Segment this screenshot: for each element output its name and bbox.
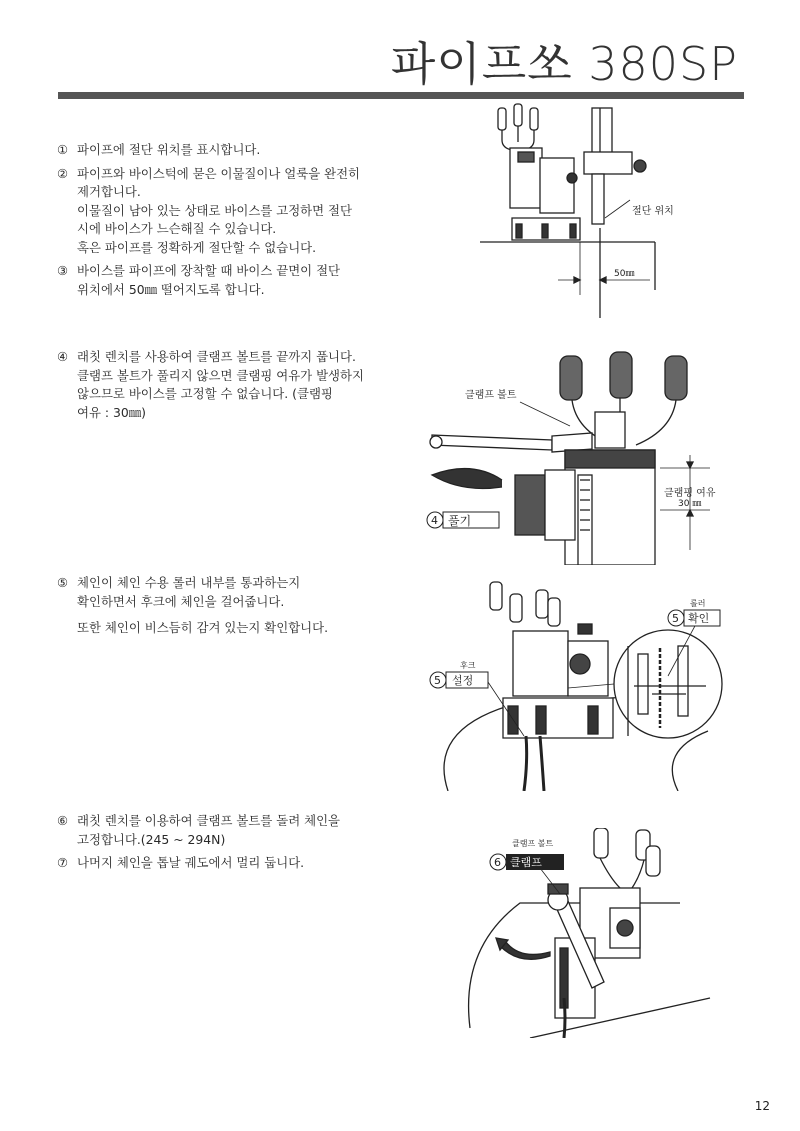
fig4-step-number: 6 [494,856,501,869]
step-7 [57,854,417,873]
steps-group-3 [57,574,417,643]
step-text: 파이프와 바이스턱에 묻은 이물질이나 얼룩을 완전히 [77,165,361,181]
step-number: ④ [57,349,69,364]
step-3 [57,262,417,299]
figure-tighten-clamp [460,828,720,1038]
step-number: ⑥ [57,813,69,828]
step-number: ⑦ [57,855,69,870]
step-text: 확인하면서 후크에 체인을 걸어줍니다. [77,593,285,609]
fig1-cut-position-label: 절단 위치 [632,206,674,217]
step-text: 나머지 체인을 톱날 궤도에서 멀리 둡니다. [77,855,305,870]
fig3-roller-word: 확인 [688,612,710,625]
step-6 [57,812,417,849]
step-text: 이물질이 남아 있는 상태로 바이스를 고정하면 절단 [77,202,352,218]
step-text: 혹은 파이프를 정확하게 절단할 수 없습니다. [77,239,317,255]
step-text: 않으므로 바이스를 고정할 수 없습니다. (클램핑 [77,386,333,401]
step-number: ② [57,165,69,181]
fig3-hook-label: 후크 [460,661,476,670]
fig2-margin-value: 30 ㎜ [678,499,702,509]
fig3-hook-word: 설정 [452,674,474,687]
figure-loosen-clamp-bolt [420,350,730,565]
title-rule [58,92,744,99]
step-number: ⑤ [57,575,69,590]
step-text: 파이프에 절단 위치를 표시합니다. [77,142,261,157]
step-text: 제거합니다. [77,184,141,199]
step-text: 여유 : 30㎜) [77,404,146,420]
page-title: 파이프쏘 380SP [390,37,738,91]
step-number: ③ [57,263,69,278]
steps-group-1 [57,141,417,304]
figure-hook-chain [428,576,728,791]
step-5 [57,574,417,638]
step-text: 클램프 볼트가 풀리지 않으면 클램핑 여유가 발생하지 [77,367,364,383]
fig3-roller-step-number: 5 [672,612,679,625]
step-text: 시에 바이스가 느슨해질 수 있습니다. [77,221,277,236]
fig1-dimension-label: 50㎜ [614,269,635,279]
step-text: 고정합니다.(245 ~ 294N) [77,831,226,847]
figure-vise-cut-position [480,100,680,320]
step-note: 또한 체인이 비스듬히 감겨 있는지 확인합니다. [77,620,329,635]
step-text: 래칫 렌치를 이용하여 클램프 볼트를 돌려 체인을 [77,813,341,828]
step-text: 래칫 렌치를 사용하여 클램프 볼트를 끝까지 풉니다. [77,349,356,364]
step-1 [57,141,417,160]
fig4-clamp-bolt-label: 클램프 볼트 [512,839,554,848]
step-number: ① [57,142,69,157]
step-text: 바이스를 파이프에 장착할 때 바이스 끝면이 절단 [77,263,341,278]
fig3-roller-label: 롤러 [690,599,706,608]
steps-group-2 [57,348,417,427]
step-text: 체인이 체인 수용 롤러 내부를 통과하는지 [77,575,301,590]
fig2-step-word: 풀기 [448,514,472,528]
step-text: 위치에서 50㎜ 떨어지도록 합니다. [77,281,265,297]
step-2 [57,165,417,258]
fig2-step-number: 4 [431,514,438,527]
step-4 [57,348,417,422]
fig3-hook-step-number: 5 [434,674,441,687]
fig2-clamp-bolt-label: 클램프 볼트 [465,390,517,401]
page-number: 12 [754,1099,770,1113]
steps-group-4 [57,812,417,878]
fig4-step-word: 클램프 [510,856,542,869]
fig2-clamp-margin-label: 클램핑 여유 [664,488,716,499]
